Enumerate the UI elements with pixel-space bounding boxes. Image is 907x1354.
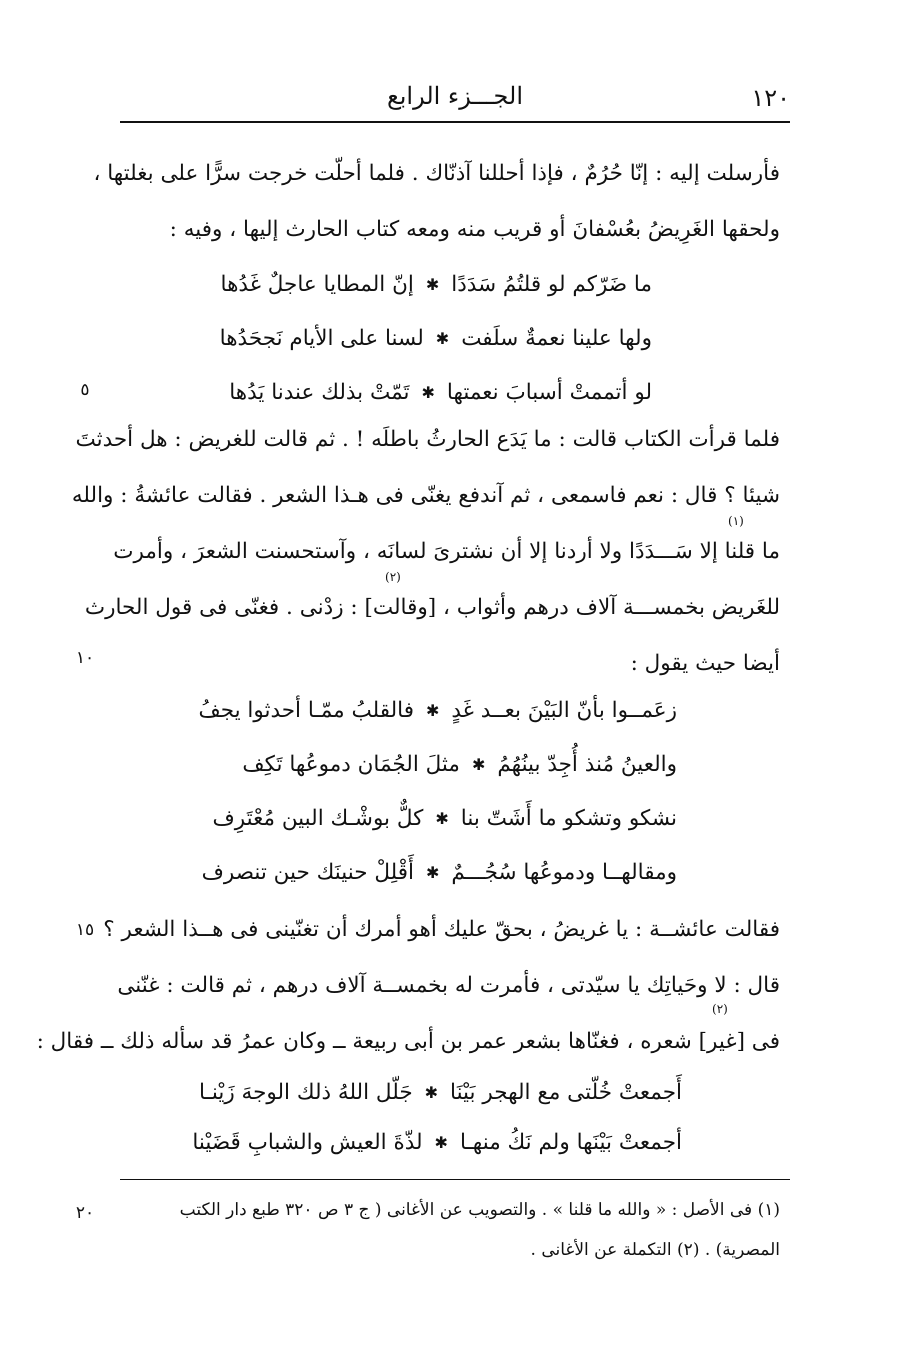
footnote-line: المصرية) . (٢) التكملة عن الأغانى . [530, 1240, 780, 1260]
verse-line [199, 1064, 682, 1120]
verse-second-hemistich: إنّ المطايا عاجلٌ غَدُها [220, 271, 414, 297]
verse-first-hemistich: أجمعتْ بَيْنَها ولم نَكُ منهـا [459, 1129, 682, 1155]
verse-first-hemistich: ما ضَرّكم لو قلتُمُ سَدَدًا [451, 271, 652, 297]
verse-separator-star: ✱ [434, 1132, 448, 1152]
verse-first-hemistich: أَجمعتْ خُلّتى مع الهجر بَيْنَا [450, 1079, 682, 1105]
footnote-rule [120, 1179, 790, 1180]
verse-separator-star: ✱ [435, 328, 450, 348]
prose-line: فى [غير] شعره ، فغنّاها بشعر عمر بن أبى ربيعة ــ وكان عمرُ قد سأله ذلك ــ فقال : [36, 1029, 780, 1054]
verse-second-hemistich: لذّةَ العيش والشبابِ قَضَيْنا [192, 1129, 423, 1155]
verse-line [220, 310, 652, 366]
verse-second-hemistich: كلٌّ بوشْـك البين مُعْتَرِف [212, 805, 424, 831]
verse-separator-star: ✱ [471, 754, 486, 774]
note-marker-2-repeat: (٢) [712, 1002, 728, 1016]
verse-second-hemistich: تَمّتْ بذلك عندنا يَدُها [229, 379, 410, 405]
verse-line [242, 736, 677, 792]
prose-line: فلما قرأت الكتاب قالت : ما يَدَع الحارثُ باطلَه ! . ثم قالت للغريض : هل أحدثتَ [75, 427, 780, 452]
verse-separator-star: ✱ [425, 700, 440, 720]
prose-line: شيئا ؟ قال : نعم فاسمعى ، ثم آندفع يغنّى فى هـذا الشعر . فقالت عائشةُ : والله [71, 483, 780, 508]
prose-line: ولحقها الغَرِيضُ بعُسْفانَ أو قريب منه ومعه كتاب الحارث إليها ، وفيه : [169, 217, 780, 242]
verse-line [221, 256, 652, 312]
verse-second-hemistich: مثلَ الجُمَان دموعُها تَكِف [242, 751, 460, 777]
verse-second-hemistich: لسنا على الأيام نَجحَدُها [219, 325, 424, 351]
verse-first-hemistich: لو أتممتْ أسبابَ نعمتها [446, 379, 652, 405]
header-rule [120, 121, 790, 123]
footnote-line: (١) فى الأصل : « والله ما قلنا » . والتصويب عن الأغانى ( ج ٣ ص ٣٢٠ طبع دار الكتب [179, 1200, 780, 1220]
prose-line: فأرسلت إليه : إنّا حُرُمٌ ، فإذا أحللنا آذنّاك . فلما أحلّت خرجت سرًّا على بغلتها ، [93, 161, 780, 186]
verse-line [192, 1114, 682, 1170]
note-marker-1: (١) [728, 514, 744, 528]
prose-line: ما قلنا إلا سَـــدَدًا ولا أردنا إلا أن نشترىَ لسانَه ، وآستحسنت الشعرَ ، وأمرت [113, 539, 780, 564]
verse-separator-star: ✱ [426, 862, 440, 882]
verse-first-hemistich: زعَمــوا بأنّ البَيْنَ بعــد غَدٍ [451, 697, 677, 723]
verse-first-hemistich: والعينُ مُنذ أُجِدّ بينُهُمُ [497, 751, 677, 777]
line-number-10: ١٠ [75, 648, 95, 668]
prose-block-1 [93, 146, 780, 258]
line-number-5: ٥ [80, 380, 90, 400]
verse-line [202, 844, 677, 900]
prose-line: أيضا حيث يقول : [630, 651, 780, 676]
prose-line: قال : لا وحَياتِك يا سيّدتى ، فأمرت له بخمســة آلاف درهم ، ثم قالت : غنّنى [117, 973, 780, 998]
line-number-15: ١٥ [75, 920, 95, 940]
verse-first-hemistich: نشكو وتشكو ما أَشَتّ بنا [460, 805, 677, 831]
line-number-20: ٢٠ [75, 1203, 95, 1223]
footnotes [120, 1190, 780, 1270]
verse-separator-star: ✱ [421, 382, 435, 402]
verse-first-hemistich: ومقالهــا ودموعُها سُجُـــمٌ [451, 859, 677, 885]
note-marker-2: (٢) [385, 570, 401, 584]
running-title: الجـــزء الرابع [386, 82, 524, 110]
prose-line: للغَريض بخمســـة آلاف درهم وأثواب ، [وقالت] : زدْنى . فغنّى فى قول الحارث [84, 595, 780, 620]
verse-separator-star: ✱ [435, 808, 449, 828]
verse-second-hemistich: فالقلبُ ممّـا أحدثوا يجفُ [198, 697, 414, 723]
verse-separator-star: ✱ [424, 1082, 439, 1102]
page-header [120, 78, 790, 118]
verse-line [212, 790, 677, 846]
verse-line [198, 682, 677, 738]
verse-second-hemistich: جَلّل اللهُ ذلك الوجهَ زَيْنـا [199, 1079, 413, 1105]
prose-line: فقالت عائشــة : يا غريضُ ، بحقّ عليك أهو أمرك أن تغنّينى فى هــذا الشعر ؟ [103, 917, 780, 942]
verse-second-hemistich: أَقْلِلْ حنينَك حين تنصرف [201, 859, 415, 885]
verse-first-hemistich: ولها علينا نعمةٌ سلَفت [461, 325, 652, 351]
verse-separator-star: ✱ [425, 274, 440, 294]
page-number: ١٢٠ [751, 84, 790, 112]
